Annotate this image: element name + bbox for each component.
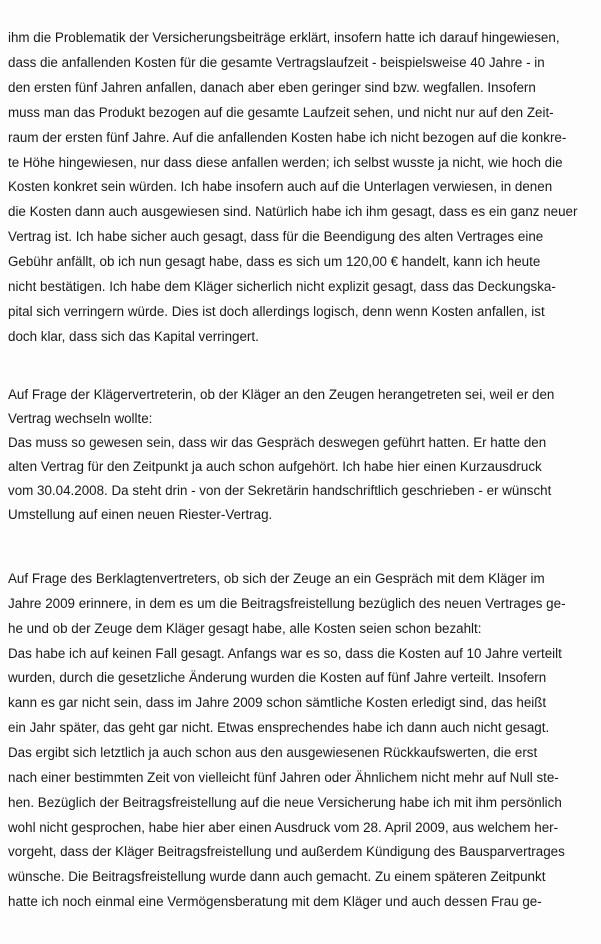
text-line: ihm die Problematik der Versicherungsbeiträge erklärt, insofern hatte ich darauf hingewiesen, (8, 30, 560, 45)
text-line: dass die anfallenden Kosten für die gesamte Vertragslaufzeit - beispielsweise 40 Jahre - in (8, 54, 545, 70)
text-line: pital sich verringern würde. Dies ist doch allerdings logisch, denn wenn Kosten anfallen, ist (8, 303, 545, 319)
text-line: kann es gar nicht sein, dass im Jahre 2009 schon sämtliche Kosten erledigt sind, das heißt (8, 695, 547, 711)
text-line: wünsche. Die Beitragsfreistellung wurde dann auch gemacht. Zu einem späteren Zeitpunkt (8, 869, 546, 885)
text-line: Auf Frage des Berklagtenvertreters, ob sich der Zeuge an ein Gespräch mit dem Kläger im (8, 571, 545, 586)
text-line: hatte ich noch einmal eine Vermögensberatung mit dem Kläger und auch dessen Frau ge- (8, 894, 542, 910)
text-line: Umstellung auf einen neuen Riester-Vertrag. (8, 507, 273, 522)
text-line: Das muss so gewesen sein, dass wir das Gespräch deswegen geführt hatten. Er hatte den (8, 435, 547, 450)
text-line: den ersten fünf Jahren anfallen, danach aber eben geringer sind bzw. wegfallen. Insofern (8, 79, 536, 95)
text-line: he und ob der Zeuge dem Kläger gesagt habe, alle Kosten seien schon bezahlt: (8, 620, 482, 636)
text-line: muss man das Produkt bezogen auf die gesamte Laufzeit sehen, und nicht nur auf den Zeit- (8, 104, 554, 120)
text-line: Kosten konkret sein würden. Ich habe insofern auch auf die Unterlagen verwiesen, in denen (8, 179, 553, 195)
text-line: Vertrag ist. Ich habe sicher auch gesagt, dass für die Beendigung des alten Vertrages eine (8, 229, 544, 245)
text-line: vom 30.04.2008. Da steht drin - von der Sekretärin handschriftlich geschrieben - er wünscht (8, 483, 552, 498)
text-line: Das ergibt sich letztlich ja auch schon aus den ausgewiesenen Rückkaufswerten, die erst (8, 744, 538, 760)
text-line: wurden, durch die gesetzliche Änderung wurden die Kosten auf fünf Jahre verteilt. Insofern (8, 670, 547, 686)
text-line: Auf Frage der Klägervertreterin, ob der Kläger an den Zeugen herangetreten sei, weil er den (8, 387, 555, 402)
text-line: Jahre 2009 erinnere, in dem es um die Beitragsfreistellung bezüglich des neuen Vertrages ge- (8, 595, 566, 611)
text-line: nicht bestätigen. Ich habe dem Kläger sicherlich nicht explizit gesagt, dass das Deckungska- (8, 279, 556, 294)
text-line: hen. Bezüglich der Beitragsfreistellung auf die neue Versicherung habe ich mit ihm persönlich (8, 794, 562, 810)
text-line: doch klar, dass sich das Kapital verringert. (8, 328, 259, 344)
text-line: wohl nicht gesprochen, habe hier aber einen Ausdruck vom 28. April 2009, aus welchem her- (8, 819, 559, 835)
text-line: Gebühr anfällt, ob ich nun gesagt habe, dass es sich um 120,00 € handelt, kann ich heute (8, 254, 541, 270)
text-line: raum der ersten fünf Jahre. Auf die anfallenden Kosten habe ich nicht bezogen auf die konkre- (8, 129, 567, 145)
text-line: nach einer bestimmten Zeit von vielleicht fünf Jahren oder Ähnlichem nicht mehr auf Null ste- (8, 769, 559, 785)
text-line: Vertrag wechseln wollte: (8, 411, 153, 426)
text-line: alten Vertrag für den Zeitpunkt ja auch schon aufgehört. Ich habe hier einen Kurzausdruck (8, 459, 542, 474)
text-line: te Höhe hingewiesen, nur dass diese anfallen werden; ich selbst wusste ja nicht, wie hoch die (8, 154, 563, 170)
text-line: ein Jahr später, das geht gar nicht. Etwas ensprechendes habe ich dann auch nicht gesagt. (8, 720, 550, 736)
text-line: die Kosten dann auch ausgewiesen sind. Natürlich habe ich ihm gesagt, dass es ein ganz neuer (8, 204, 578, 220)
text-line: vorgeht, dass der Kläger Beitragsfreistellung und außerdem Kündigung des Bausparvertrages (8, 844, 565, 860)
text-line: Das habe ich auf keinen Fall gesagt. Anfangs war es so, dass die Kosten auf 10 Jahre verteilt (8, 645, 562, 661)
